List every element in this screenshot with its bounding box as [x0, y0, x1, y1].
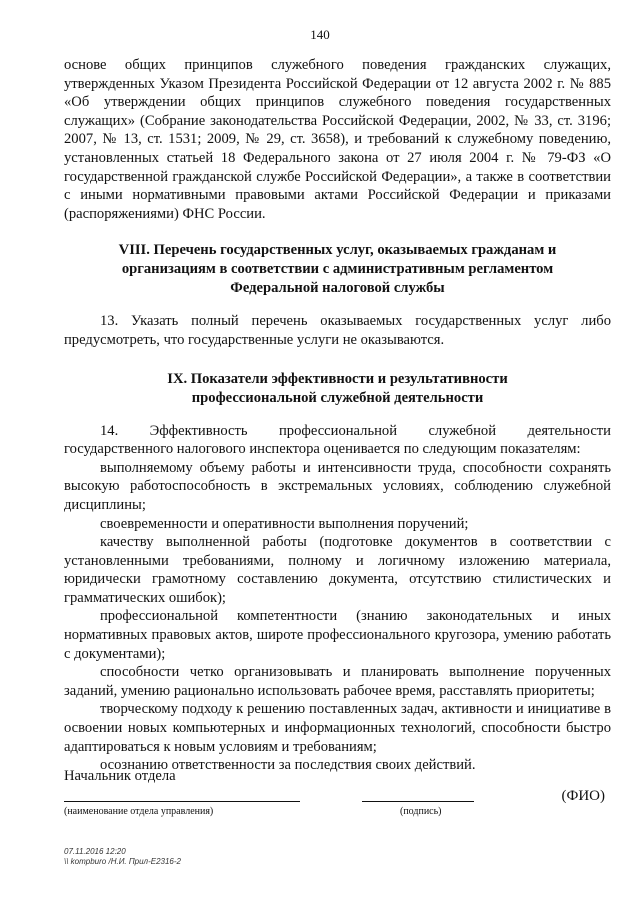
- signature-line: [362, 801, 474, 802]
- indicator-item: творческому подходу к решению поставленных задач, активности и инициативе в освоении новых компьютерных и информационных технологий, способности быстро адаптироваться к новым условиям и требованиям;: [64, 701, 611, 755]
- document-body: [64, 56, 611, 775]
- indicator-item: качеству выполненной работы (подготовке документов в соответствии с установленными требованиями, полному и логичному изложению материала, юридически грамотному составлению документа, отсутствию стилистических и грамматических ошибок);: [64, 534, 611, 606]
- signature-caption: (подпись): [400, 806, 442, 817]
- footer-timestamp: 07.11.2016 12:20: [64, 847, 126, 856]
- indicator-item: профессиональной компетентности (знанию законодательных и иных нормативных правовых актов, широте профессионального кругозора, умению работать с документами);: [64, 608, 611, 662]
- section-9-title-line: профессиональной служебной деятельности: [191, 389, 484, 406]
- signature-title: Начальник отдела: [64, 768, 176, 784]
- section-8-title-line: организациям в соответствии с административным регламентом: [121, 261, 554, 278]
- section-8-paragraph: 13. Указать полный перечень оказываемых государственных услуг либо предусмотреть, что государственные услуги не оказываются.: [64, 313, 611, 348]
- footer-file-path: \\ kompburo /Н.И. Прил-Е2316-2: [64, 857, 181, 866]
- signature-block: [64, 768, 611, 828]
- department-caption: (наименование отдела управления): [64, 806, 214, 817]
- document-footer: [64, 847, 181, 867]
- indicator-item: способности четко организовывать и планировать выполнение порученных заданий, умению рационально использовать рабочее время, расставлять приоритеты;: [64, 664, 611, 699]
- section-8-title-line: Федеральной налоговой службы: [230, 280, 445, 297]
- fio-label: (ФИО): [561, 788, 605, 804]
- section-9-title-line: IX. Показатели эффективности и результативности: [167, 370, 508, 387]
- indicator-item: осознанию ответственности за последствия своих действий.: [100, 757, 476, 774]
- section-8-title: [64, 241, 611, 298]
- intro-paragraph: основе общих принципов служебного поведения гражданских служащих, утвержденных Указом Президента Российской Федерации от 12 августа 2002 г. № 885 «Об утверждении общих принципов служебного поведения государственных служащих» (Собрание законодательства Российской Федерации, 2002, № 33, ст. 3196; 2007, № 13, ст. 1531; 2009, № 29, ст. 3658), и требований к служебному поведению, установленных статьей 18 Федерального закона от 27 июля 2004 г. № 79-ФЗ «О государственной гражданской службе Российской Федерации», а также в соответствии с иными нормативными правовыми актами Российской Федерации и приказами (распоряжениями) ФНС России.: [64, 57, 611, 222]
- indicator-item: выполняемому объему работы и интенсивности труда, способности сохранять высокую работоспособность в экстремальных условиях, соблюдению служебной дисциплины;: [64, 459, 611, 513]
- page-number: 140: [310, 27, 330, 42]
- section-9-intro-paragraph: 14. Эффективность профессиональной служебной деятельности государственного налогового инспектора оценивается по следующим показателям:: [64, 422, 611, 458]
- section-8-title-line: VIII. Перечень государственных услуг, оказываемых гражданам и: [118, 242, 557, 259]
- indicator-item: своевременности и оперативности выполнения поручений;: [100, 515, 469, 532]
- section-9-title: [64, 370, 611, 408]
- department-line: [64, 801, 300, 802]
